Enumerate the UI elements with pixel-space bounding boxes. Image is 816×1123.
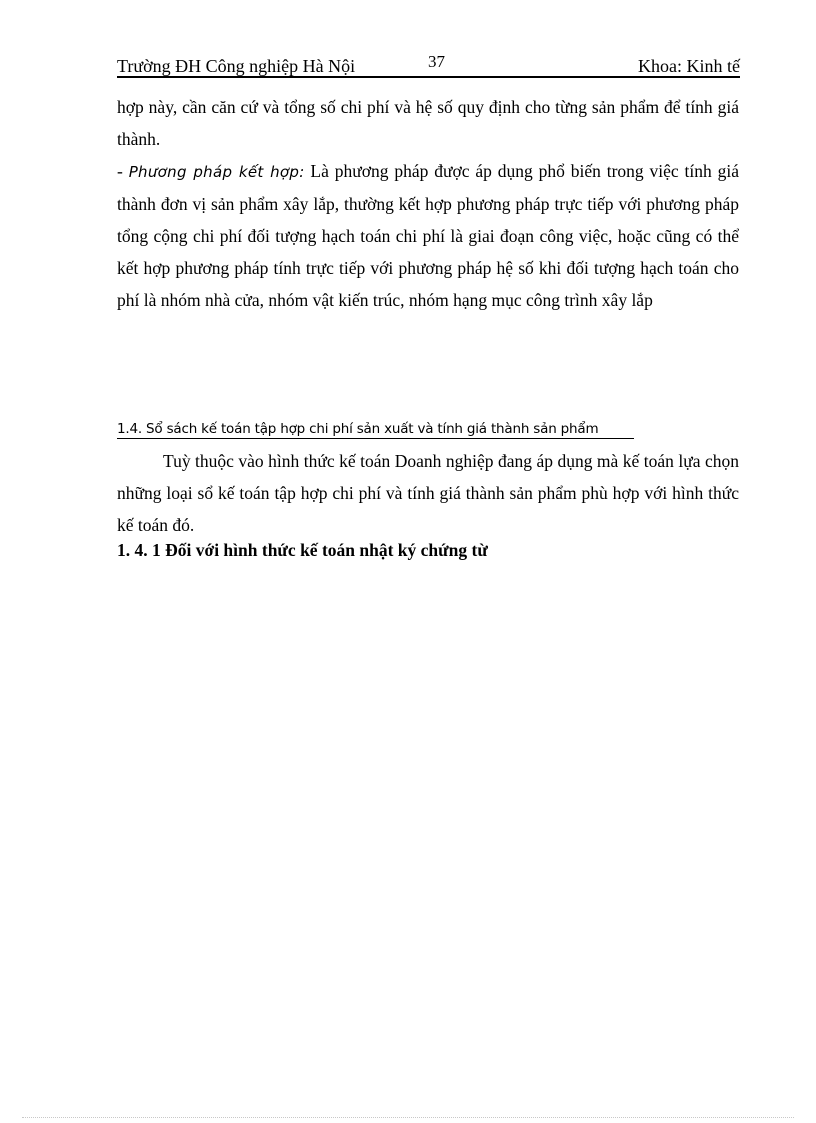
paragraph-combined-method bbox=[117, 155, 739, 316]
combined-method-lead: Phương pháp kết hợp: bbox=[128, 163, 305, 181]
page-bottom-border bbox=[22, 1117, 794, 1118]
paragraph-bullet-dash: - bbox=[117, 161, 129, 181]
paragraph-continuation: hợp này, cần căn cứ và tổng số chi phí và hệ số quy định cho từng sản phẩm để tính giá thành. bbox=[117, 97, 739, 149]
paragraph-accounting-books: Tuỳ thuộc vào hình thức kế toán Doanh nghiệp đang áp dụng mà kế toán lựa chọn những loại sổ kế toán tập hợp chi phí và tính giá thành sản phẩm phù hợp với hình thức kế toán đó. bbox=[117, 451, 739, 535]
section-title: 1.4. Sổ sách kế toán tập hợp chi phí sản xuất và tính giá thành sản phẩm bbox=[117, 421, 634, 439]
page-header bbox=[117, 54, 740, 78]
page-number: 37 bbox=[428, 52, 445, 71]
header-faculty: Khoa: Kinh tế bbox=[638, 56, 740, 76]
combined-method-body: Là phương pháp được áp dụng phổ biến trong việc tính giá thành đơn vị sản phẩm xây lắp, thường kết hợp phương pháp trực tiếp với phương pháp tổng cộng chi phí đối tượng hạch toán chi phí là giai đoạn công việc, hoặc cũng có thể kết hợp phương pháp tính trực tiếp với phương pháp hệ số khi đối tượng hạch toán cho phí là nhóm nhà cửa, nhóm vật kiến trúc, nhóm hạng mục công trình xây lắp bbox=[117, 161, 739, 310]
header-school-name: Trường ĐH Công nghiệp Hà Nội bbox=[117, 56, 356, 76]
subsection-heading: 1. 4. 1 Đối với hình thức kế toán nhật ký chứng từ bbox=[117, 540, 488, 560]
